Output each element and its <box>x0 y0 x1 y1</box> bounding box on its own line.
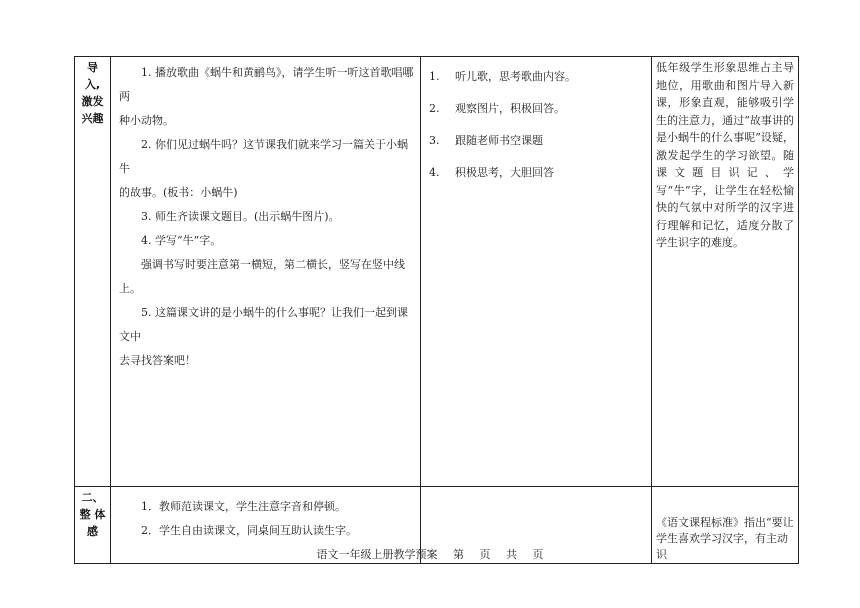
table-row <box>75 57 799 487</box>
teacher-activity-line: 5. 这篇课文讲的是小蜗牛的什么事呢？让我们一起到课文中 <box>119 306 408 343</box>
list-item <box>429 93 645 125</box>
design-intent-text: 低年级学生形象思维占主导地位，用歌曲和图片导入新课，形象直观，能够吸引学生的注意力，通过“故事讲的是小蜗牛的什么事呢”设疑，激发起学生的学习欲望。随课文题目识记、学写“牛”字，让学生在轻松愉快的气氛中对所学的汉字进行理解和记忆，适度分散了学生识字的难度。 <box>656 61 794 249</box>
teacher-activity-line: 3. 师生齐读课文题目。(出示蜗牛图片)。 <box>141 210 340 223</box>
student-activity-text: 跟随老师书空课题 <box>455 134 543 147</box>
stage-cell <box>75 57 111 487</box>
list-item-number: 4. <box>429 166 440 179</box>
student-activity-text: 观察图片，积极回答。 <box>455 102 565 115</box>
list-item <box>429 61 645 93</box>
footer-title: 语文一年级上册教学预案 <box>316 548 438 561</box>
list-item-number: 2. <box>429 102 440 115</box>
footer-page-unit: 页 <box>479 548 491 561</box>
student-activity-text: 积极思考，大胆回答 <box>455 166 554 179</box>
student-activity-cell <box>421 57 652 487</box>
stage-label-line: 感 <box>87 525 98 538</box>
stage-label-line: 兴趣 <box>81 112 104 125</box>
design-intent-cell <box>652 57 799 487</box>
list-item <box>429 125 645 157</box>
page-footer <box>0 546 860 562</box>
stage-label-line: 二、 <box>81 491 104 504</box>
stage-label-line: 导 <box>87 61 98 74</box>
footer-total-unit: 页 <box>532 548 544 561</box>
teacher-activity-line: 强调书写时要注意第一横短，第二横长，竖写在竖中线上。 <box>119 258 405 295</box>
lesson-plan-table <box>74 56 799 564</box>
footer-total-label: 共 <box>506 548 517 561</box>
teacher-activity-line: 2. 你们见过蜗牛吗？这节课我们就来学习一篇关于小蜗牛 <box>119 138 408 175</box>
footer-page-label: 第 <box>453 548 464 561</box>
list-item <box>429 157 645 189</box>
teacher-activity-line: 去寻找答案吧！ <box>119 354 196 367</box>
teacher-activity-cell <box>111 57 421 487</box>
list-item-number: 1. <box>429 70 440 83</box>
stage-label-line: 激发 <box>81 95 104 108</box>
stage-label-line: 入, <box>84 78 101 91</box>
student-activity-text: 听儿歌，思考歌曲内容。 <box>455 70 576 83</box>
teacher-activity-line: 2．学生自由读课文，同桌间互助认读生字。 <box>141 524 357 537</box>
list-item-number: 3. <box>429 134 440 147</box>
teacher-activity-line: 1．教师范读课文，学生注意字音和停顿。 <box>141 500 346 513</box>
design-intent-text: 《语文课程标准》指出“要让学生喜欢学习汉字，有主动识 <box>656 516 794 561</box>
teacher-activity-line: 1. 播放歌曲《蜗牛和黄鹂鸟》，请学生听一听这首歌唱哪两 <box>119 66 414 103</box>
teacher-activity-line: 的故事。(板书：小蜗牛) <box>119 186 238 199</box>
teacher-activity-line: 4. 学写“牛”字。 <box>141 234 222 247</box>
teacher-activity-line: 种小动物。 <box>119 114 174 127</box>
stage-label-line: 整 体 <box>79 508 106 521</box>
